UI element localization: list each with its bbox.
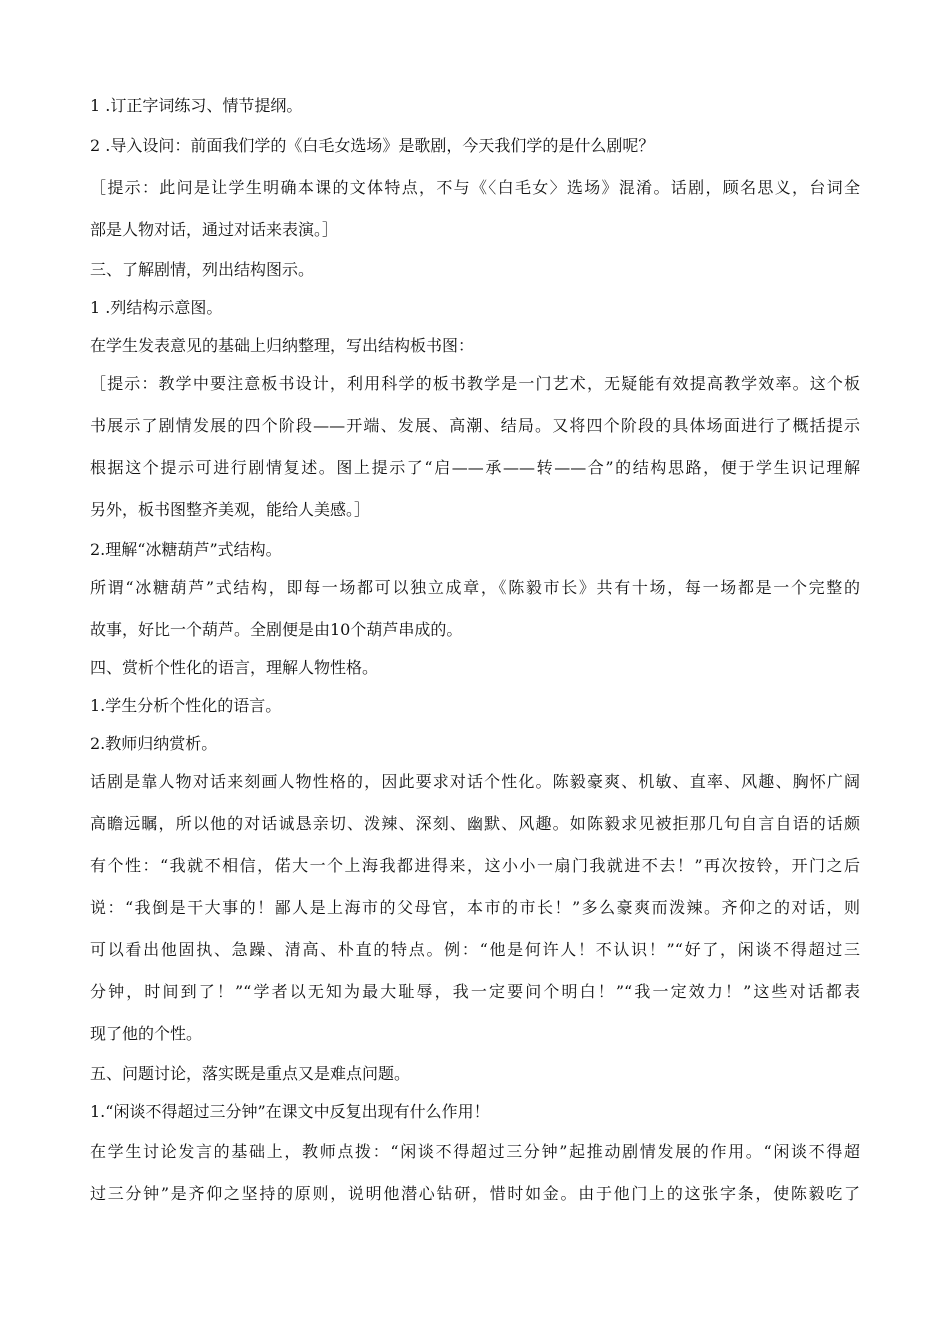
text-line: 可以看出他固执、急躁、清高、朴直的特点。例：“他是何许人！不认识！”“好了，闲谈不得超过三	[90, 940, 860, 959]
text-line: 过三分钟”是齐仰之坚持的原则，说明他潜心钻研，惜时如金。由于他门上的这张字条，使陈毅吃了	[90, 1184, 860, 1203]
text-line: 1 .列结构示意图。	[90, 298, 223, 317]
text-line: 部是人物对话，通过对话来表演。］	[90, 220, 339, 239]
text-line: 有个性：“我就不相信，偌大一个上海我都进得来，这小小一扇门我就进不去！”再次按铃，开门之后	[90, 856, 860, 875]
text-line: 现了他的个性。	[90, 1024, 203, 1043]
text-line: 2.理解“冰糖葫芦”式结构。	[90, 540, 282, 559]
text-line: 书展示了剧情发展的四个阶段——开端、发展、高潮、结局。又将四个阶段的具体场面进行了概括提示	[90, 416, 860, 435]
text-line: 1.“闲谈不得超过三分钟”在课文中反复出现有什么作用！	[90, 1102, 490, 1121]
section-heading: 三、了解剧情，列出结构图示。	[90, 260, 315, 279]
text-line: 在学生发表意见的基础上归纳整理，写出结构板书图：	[90, 336, 475, 355]
text-line: 另外，板书图整齐美观，能给人美感。］	[90, 500, 371, 519]
text-line: ［提示：教学中要注意板书设计，利用科学的板书教学是一门艺术，无疑能有效提高教学效率。这个板	[90, 374, 860, 393]
section-heading: 四、赏析个性化的语言，理解人物性格。	[90, 658, 379, 677]
section-heading: 五、问题讨论，落实既是重点又是难点问题。	[90, 1064, 411, 1083]
text-line: 说：“我倒是干大事的！鄙人是上海市的父母官，本市的市长！”多么豪爽而泼辣。齐仰之的对话，则	[90, 898, 860, 917]
text-line: 在学生讨论发言的基础上，教师点拨：“闲谈不得超过三分钟”起推动剧情发展的作用。“闲谈不得超	[90, 1142, 860, 1161]
text-line: 根据这个提示可进行剧情复述。图上提示了“启——承——转——合”的结构思路，便于学生识记理解	[90, 458, 860, 477]
text-line: 故事，好比一个葫芦。全剧便是由10个葫芦串成的。	[90, 620, 463, 639]
text-line: ［提示：此问是让学生明确本课的文体特点，不与《〈白毛女〉选场》混淆。话剧，顾名思义，台词全	[90, 178, 860, 197]
text-line: 1.学生分析个性化的语言。	[90, 696, 282, 715]
text-line: 高瞻远瞩，所以他的对话诚恳亲切、泼辣、深刻、幽默、风趣。如陈毅求见被拒那几句自言自语的话颇	[90, 814, 860, 833]
text-line: 1 .订正字词练习、情节提纲。	[90, 96, 303, 115]
text-line: 话剧是靠人物对话来刻画人物性格的，因此要求对话个性化。陈毅豪爽、机敏、直率、风趣、胸怀广阔	[90, 772, 860, 791]
text-line: 所谓“冰糖葫芦”式结构，即每一场都可以独立成章，《陈毅市长》共有十场，每一场都是一个完整的	[90, 578, 860, 597]
text-line: 分钟，时间到了！”“学者以无知为最大耻辱，我一定要问个明白！”“我一定效力！”这些对话都表	[90, 982, 860, 1001]
text-line: 2.教师归纳赏析。	[90, 734, 218, 753]
text-line: 2 .导入设问：前面我们学的《白毛女选场》是歌剧，今天我们学的是什么剧呢？	[90, 136, 655, 155]
